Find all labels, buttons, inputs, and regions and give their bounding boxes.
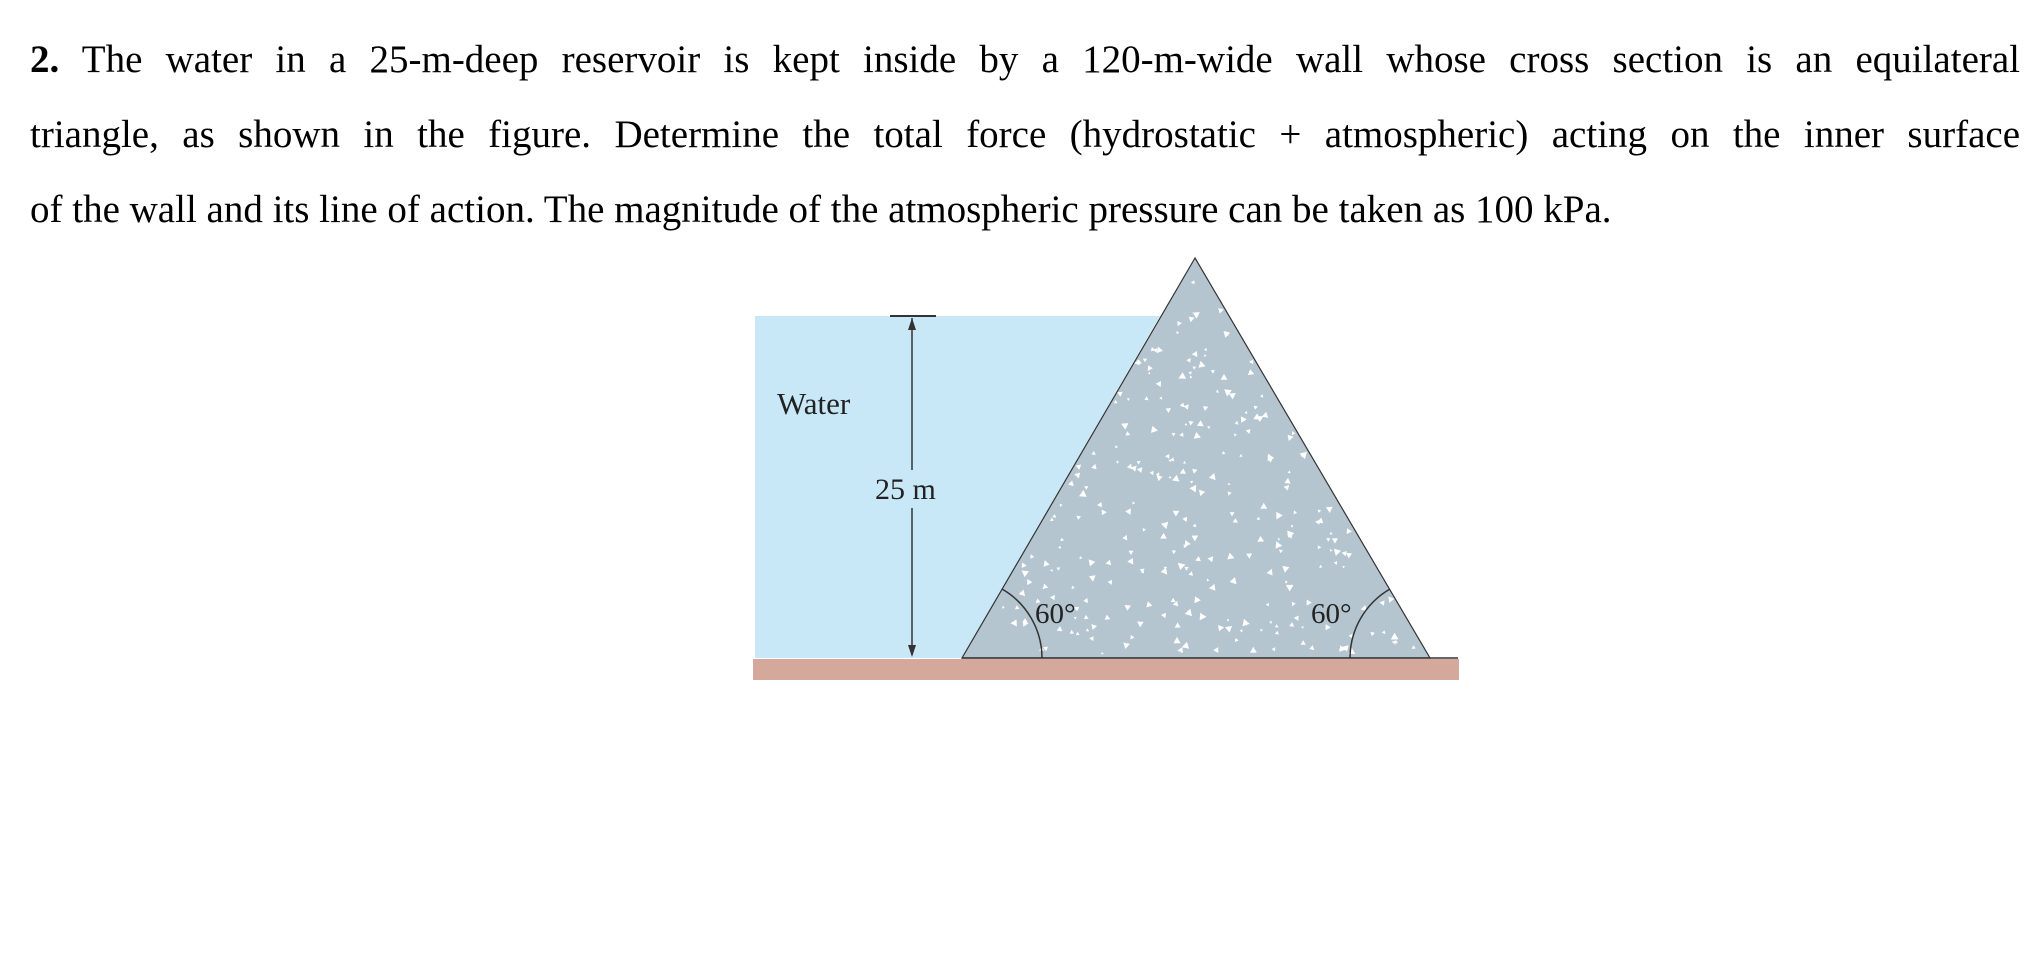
depth-label: 25 m <box>875 473 936 506</box>
problem-text-line-1: The water in a 25-m-deep reservoir is kept inside by a 120-m-wide wall whose cross section is an equilateral <box>81 38 2021 81</box>
right-angle-label: 60° <box>1311 598 1352 630</box>
ground-strip <box>753 659 1459 680</box>
water-label: Water <box>777 386 851 421</box>
problem-number: 2. <box>30 38 60 81</box>
problem-text-line-2: triangle, as shown in the figure. Determine the total force (hydrostatic + atmospheric) acting on the inner surface <box>30 113 2020 156</box>
problem-text-line-3: of the wall and its line of action. The magnitude of the atmospheric pressure can be taken as 100 kPa. <box>30 188 1612 231</box>
left-angle-label: 60° <box>1035 598 1076 630</box>
